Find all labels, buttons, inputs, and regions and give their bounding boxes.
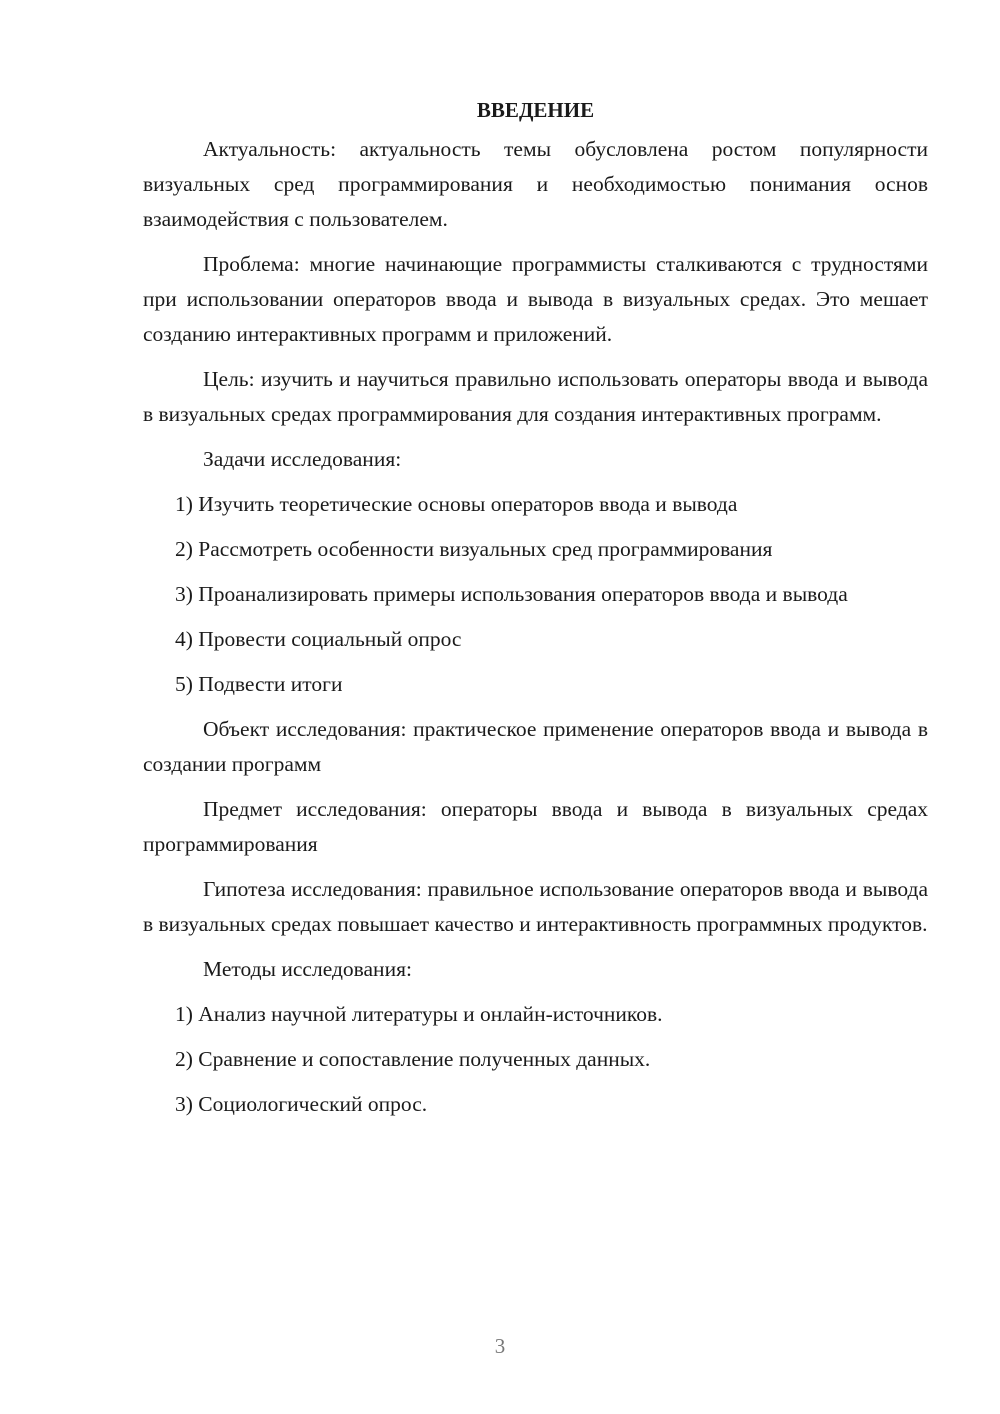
tasks-heading: Задачи исследования: <box>203 447 402 471</box>
goal-paragraph: Цель: изучить и научиться правильно использовать операторы ввода и вывода в визуальных средах программирования для создания интерактивных программ. <box>143 367 928 426</box>
methods-heading: Методы исследования: <box>203 957 412 981</box>
problem-paragraph: Проблема: многие начинающие программисты сталкиваются с трудностями при использовании операторов ввода и вывода в визуальных средах. Это мешает созданию интерактивных программ и приложений. <box>143 252 928 346</box>
task-item: 5) Подвести итоги <box>175 672 343 696</box>
page-title: ВВЕДЕНИЕ <box>476 98 595 122</box>
document-page <box>143 92 928 1132</box>
task-item: 2) Рассмотреть особенности визуальных сред программирования <box>175 537 773 561</box>
method-item: 1) Анализ научной литературы и онлайн-источников. <box>175 1002 663 1026</box>
object-paragraph: Объект исследования: практическое применение операторов ввода и вывода в создании программ <box>143 717 928 776</box>
task-item: 3) Проанализировать примеры использования операторов ввода и вывода <box>175 582 848 606</box>
relevance-paragraph: Актуальность: актуальность темы обусловлена ростом популярности визуальных сред программирования и необходимостью понимания основ взаимодействия с пользователем. <box>143 137 928 231</box>
task-item: 4) Провести социальный опрос <box>175 627 462 651</box>
subject-paragraph: Предмет исследования: операторы ввода и вывода в визуальных средах программирования <box>143 797 928 856</box>
method-item: 2) Сравнение и сопоставление полученных данных. <box>175 1047 651 1071</box>
page-number: 3 <box>494 1334 506 1358</box>
hypothesis-paragraph: Гипотеза исследования: правильное использование операторов ввода и вывода в визуальных средах повышает качество и интерактивность программных продуктов. <box>143 877 928 936</box>
method-item: 3) Социологический опрос. <box>175 1092 428 1116</box>
task-item: 1) Изучить теоретические основы операторов ввода и вывода <box>175 492 738 516</box>
